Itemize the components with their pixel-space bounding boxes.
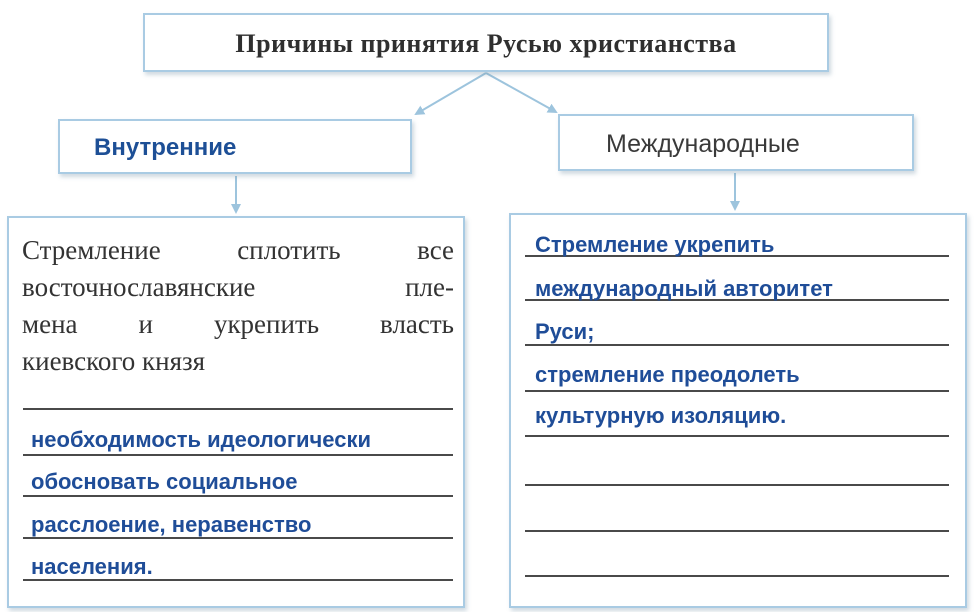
handwritten-answer-line: необходимость идеологически (31, 427, 372, 452)
answer-line (23, 454, 453, 456)
international-category-box (558, 114, 914, 171)
handwritten-answer-line: Руси; (535, 319, 595, 344)
handwritten-answer-line: международный авторитет (535, 276, 833, 301)
arrow-to-internal (416, 73, 486, 114)
answer-line (23, 408, 453, 410)
internal-printed-text (22, 232, 454, 380)
answer-line (525, 390, 949, 392)
internal-category-box (58, 119, 412, 174)
handwritten-answer-line: Стремление укрепить (535, 232, 775, 257)
handwritten-answer-line: расслоение, неравенство (31, 512, 312, 537)
handwritten-answer-line: культурную изоляцию. (535, 403, 787, 428)
printed-line: мена и укрепить власть (22, 309, 454, 339)
answer-line (23, 495, 453, 497)
internal-category-label: Внутренние (94, 134, 237, 161)
handwritten-answer-line: обосновать социальное (31, 469, 298, 494)
international-category-label: Международные (606, 130, 800, 158)
handwritten-answer-line: населения. (31, 554, 153, 579)
internal-reasons-panel (7, 216, 465, 608)
answer-line (525, 575, 949, 577)
answer-line (525, 530, 949, 532)
answer-line (525, 435, 949, 437)
printed-line: восточнославянские пле- (22, 272, 454, 302)
diagram-title: Причины принятия Русью христианства (235, 29, 737, 58)
printed-line: киевского князя (22, 346, 206, 376)
arrow-to-international (486, 73, 556, 112)
printed-line: Стремление сплотить все (22, 235, 454, 265)
answer-line (525, 484, 949, 486)
international-reasons-panel (509, 213, 967, 608)
title-box (143, 13, 829, 72)
handwritten-answer-line: стремление преодолеть (535, 362, 800, 387)
